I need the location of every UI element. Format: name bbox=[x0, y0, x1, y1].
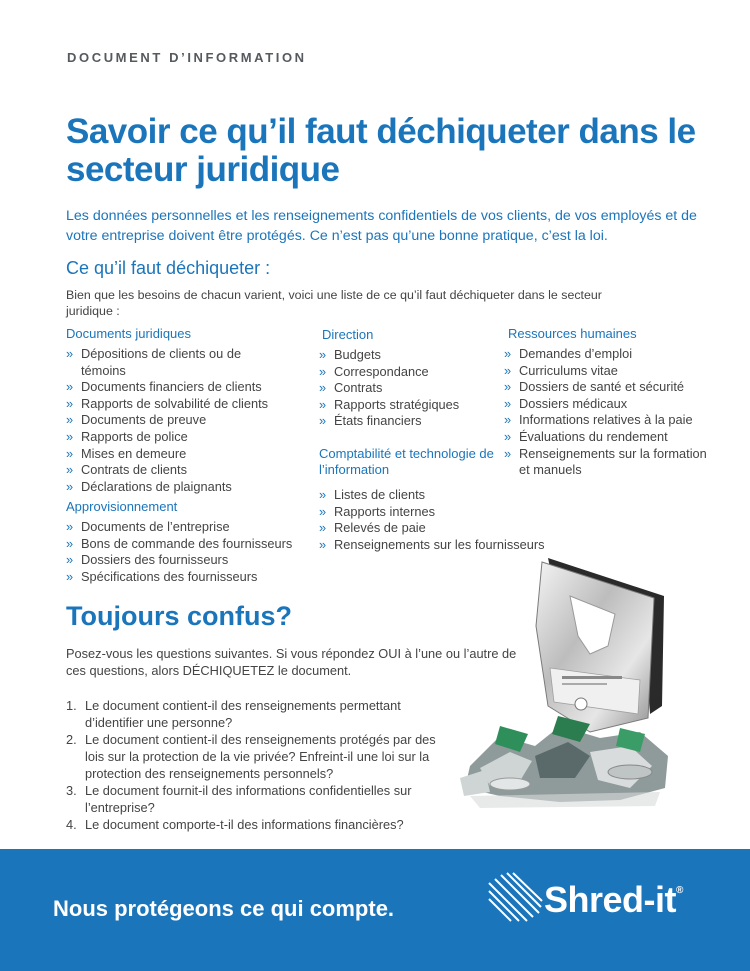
list-item: » Mises en demeure bbox=[66, 446, 286, 463]
document-label: DOCUMENT D’INFORMATION bbox=[67, 50, 307, 65]
registered-mark: ® bbox=[676, 885, 683, 896]
what-to-shred-lead: Bien que les besoins de chacun varient, voici une liste de ce qu’il faut déchiqueter dans le secteur juridique : bbox=[66, 288, 602, 318]
accounting-title: Comptabilité et technologie de l’information bbox=[319, 446, 494, 477]
direction-title: Direction bbox=[322, 327, 374, 342]
legal-docs-title: Documents juridiques bbox=[66, 326, 192, 341]
list-item bbox=[66, 782, 456, 816]
questions-list bbox=[66, 697, 456, 833]
page-title: Savoir ce qu’il faut déchiqueter dans le secteur juridique bbox=[66, 112, 696, 189]
list-item: » Documents financiers de clients bbox=[66, 379, 286, 396]
question-number: 3. bbox=[66, 783, 77, 798]
list-item: » États financiers bbox=[319, 413, 499, 430]
hr-title: Ressources humaines bbox=[508, 326, 637, 341]
hr-list bbox=[504, 346, 716, 479]
question-text: Le document contient-il des renseignements protégés par des lois sur la protection de la vie privée? Enfreint-il une loi sur la protection des renseignements personnels? bbox=[85, 732, 436, 781]
list-item: » Contrats bbox=[319, 380, 499, 397]
list-item: » Déclarations de plaignants bbox=[66, 479, 286, 496]
list-item: » Dépositions de clients ou de témoins bbox=[66, 346, 286, 379]
intro-paragraph: Les données personnelles et les renseignements confidentiels de vos clients, de vos employés et de votre entreprise doivent être protégés. Ce n’est pas qu’une bonne pratique, c’est la loi. bbox=[66, 208, 697, 244]
confused-heading: Toujours confus? bbox=[66, 601, 292, 631]
list-item: » Rapports de police bbox=[66, 429, 286, 446]
list-item: » Spécifications des fournisseurs bbox=[66, 569, 326, 586]
list-item: » Bons de commande des fournisseurs bbox=[66, 536, 326, 553]
list-item: » Budgets bbox=[319, 347, 499, 364]
list-item: » Évaluations du rendement bbox=[504, 429, 716, 446]
list-item: » Documents de l’entreprise bbox=[66, 519, 326, 536]
confused-text: Posez-vous les questions suivantes. Si vous répondez OUI à l’une ou l’autre de ces questions, alors DÉCHIQUETEZ le document. bbox=[66, 646, 517, 678]
shredded-hard-drive-icon bbox=[440, 556, 675, 831]
list-item: » Contrats de clients bbox=[66, 462, 286, 479]
logo-wordmark bbox=[544, 879, 683, 921]
question-number: 4. bbox=[66, 817, 77, 832]
legal-docs-list bbox=[66, 346, 286, 495]
question-number: 1. bbox=[66, 698, 77, 713]
list-item: » Renseignements sur les fournisseurs bbox=[319, 537, 579, 554]
list-item: » Informations relatives à la paie bbox=[504, 412, 716, 429]
supply-title: Approvisionnement bbox=[66, 499, 178, 514]
list-item: » Rapports de solvabilité de clients bbox=[66, 396, 286, 413]
list-item: » Renseignements sur la formation et manuels bbox=[504, 446, 716, 479]
list-item bbox=[66, 731, 456, 782]
question-text: Le document contient-il des renseignements permettant d’identifier une personne? bbox=[85, 698, 401, 730]
list-item: » Dossiers médicaux bbox=[504, 396, 716, 413]
list-item: » Rapports stratégiques bbox=[319, 397, 499, 414]
supply-list bbox=[66, 519, 326, 585]
list-item: » Dossiers de santé et sécurité bbox=[504, 379, 716, 396]
question-text: Le document fournit-il des informations confidentielles sur l’entreprise? bbox=[85, 783, 412, 815]
question-number: 2. bbox=[66, 732, 77, 747]
list-item bbox=[66, 816, 456, 833]
accounting-list bbox=[319, 487, 579, 553]
list-item: » Curriculums vitae bbox=[504, 363, 716, 380]
list-item: » Correspondance bbox=[319, 364, 499, 381]
list-item: » Listes de clients bbox=[319, 487, 579, 504]
question-text: Le document comporte-t-il des informations financières? bbox=[85, 817, 404, 832]
list-item: » Documents de preuve bbox=[66, 412, 286, 429]
footer-slogan: Nous protégeons ce qui compte. bbox=[53, 896, 395, 921]
shred-it-logo bbox=[487, 869, 717, 939]
direction-list bbox=[319, 347, 499, 430]
list-item: » Demandes d’emploi bbox=[504, 346, 716, 363]
list-item bbox=[66, 697, 456, 731]
footer-banner bbox=[0, 849, 750, 971]
what-to-shred-heading: Ce qu’il faut déchiqueter : bbox=[66, 258, 271, 278]
shred-it-logo-mark-icon bbox=[487, 871, 543, 923]
list-item: » Rapports internes bbox=[319, 504, 579, 521]
list-item: » Relevés de paie bbox=[319, 520, 579, 537]
list-item: » Dossiers des fournisseurs bbox=[66, 552, 326, 569]
logo-text: Shred-it bbox=[544, 879, 677, 920]
